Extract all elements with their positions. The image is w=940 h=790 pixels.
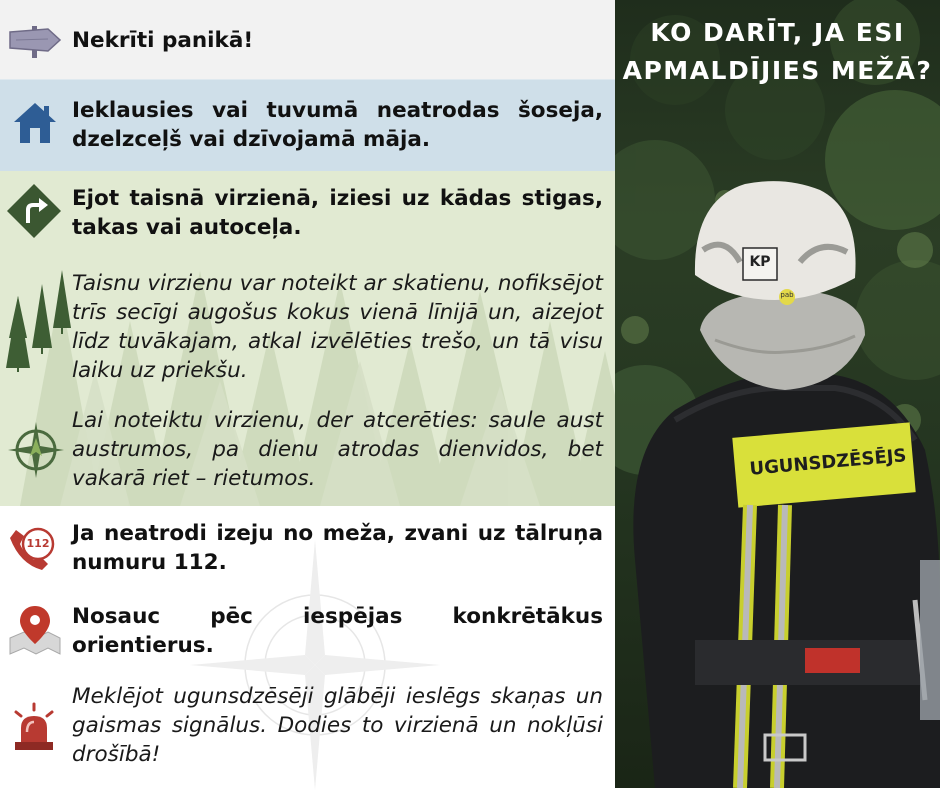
turn-right-sign-icon [6,183,62,239]
item-text: Lai noteiktu virzienu, der atcerēties: saule aust austrumos, pa dienu atrodas dienvidos, bet vakarā riet – rietumos. [72,408,603,491]
firefighter-photo [615,0,940,788]
phone-number-badge: 112 [26,537,50,550]
page-title: KO DARĪT, JA ESI APMALDĪJIES MEŽĀ? [622,18,933,85]
item-text: Nosauc pēc iespējas konkrētākus orientierus. [72,604,603,658]
compass-icon [8,422,64,478]
house-icon [12,100,58,146]
phone-112-icon [6,524,58,572]
item-text: Meklējot ugunsdzēsēji glābēji ieslēgs skaņas un gaismas signālus. Dodies to virzienā un nokļūsi drošībā! [72,684,603,767]
helmet-sticker: pab [780,291,794,299]
signpost-icon [8,24,62,58]
item-text: Ieklausies vai tuvumā neatrodas šoseja, dzelzceļš vai dzīvojamā māja. [72,98,603,152]
item-text: Ejot taisnā virzienā, iziesi uz kādas stigas, takas vai autoceļa. [72,186,603,240]
item-text: Ja neatrodi izeju no meža, zvani uz tālruņa numuru 112. [72,521,603,575]
jacket-label: UGUNSDZĒSĒJS [748,445,908,480]
item-text: Nekrīti panikā! [72,28,254,53]
photo-illustration [615,0,940,788]
item-text: Taisnu virzienu var noteikt ar skatienu, nofiksējot trīs secīgi augošus kokus vienā līnijā un, aizejot līdz tuvākajam, atkal izvēlēties trešo, un tā visu laiku uz priekšu. [72,271,603,383]
fir-trees-icon [4,268,72,372]
map-pin-icon [8,604,62,656]
siren-icon [8,702,60,752]
helmet-label: KP [749,254,771,270]
